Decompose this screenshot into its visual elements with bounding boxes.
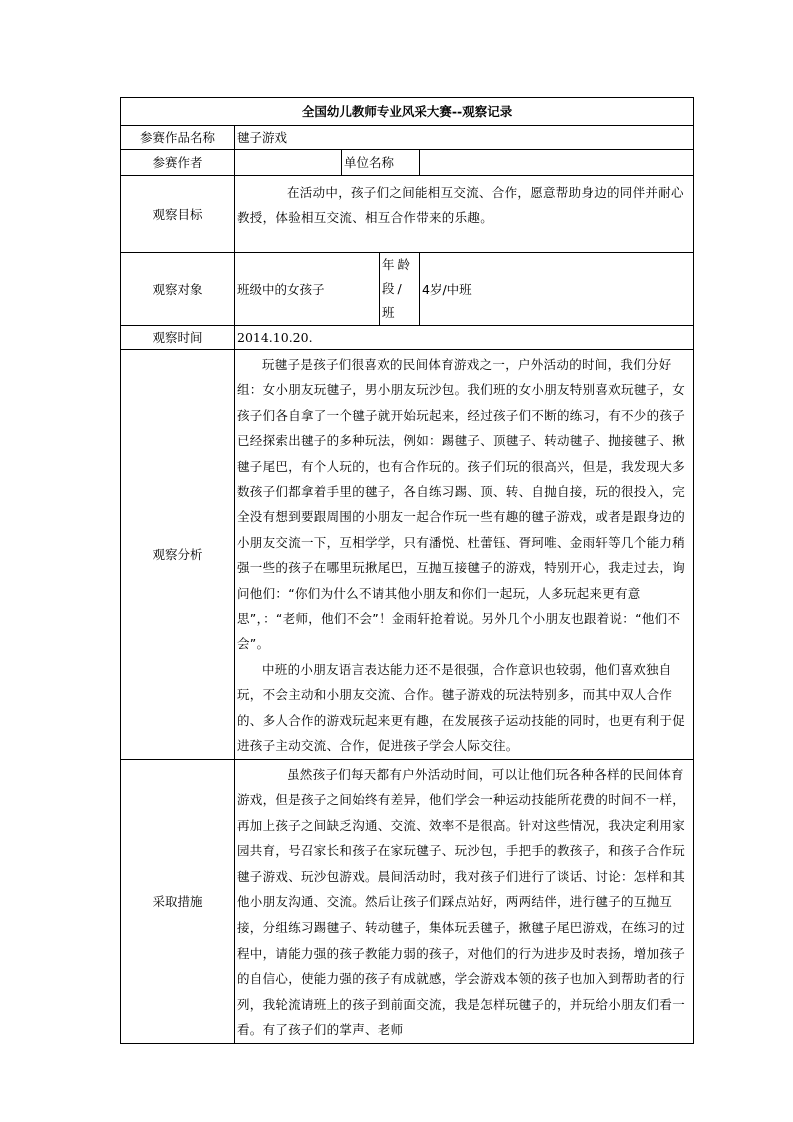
measures-label: 采取措施	[121, 759, 235, 1044]
author-value	[235, 150, 342, 176]
page-title: 全国幼儿教师专业风采大赛--观察记录	[121, 98, 694, 126]
entry-name-label: 参赛作品名称	[121, 126, 235, 150]
time-label: 观察时间	[121, 326, 235, 350]
analysis-paragraph-1: 玩毽子是孩子们很喜欢的民间体育游戏之一，户外活动的时间，我们分好组：女小朋友玩毽子，男小朋友玩沙包。我们班的女小朋友特别喜欢玩毽子，女孩子们各自拿了一个毽子就开始玩起来，经过孩子们不断的练习，有不少的孩子已经探索出毽子的多种玩法，例如：踢毽子、顶毽子、转动毽子、抛接毽子、揪毽子尾巴，有个人玩的，也有合作玩的。孩子们玩的很高兴，但是，我发现大多数孩子们都拿着手里的毽子，各自练习踢、顶、转、自抛自接，玩的很投入，完全没有想到要跟周围的小朋友一起合作玩一些有趣的毽子游戏，或者是跟身边的小朋友交流一下，互相学学，只有潘悦、杜蕾钰、胥珂唯、金雨轩等几个能力稍强一些的孩子在哪里玩揪尾巴，互抛互接毽子的游戏，特别开心，我走过去，询问他们：“你们为什么不请其他小朋友和你们一起玩，人多玩起来更有意思”，：“老师，他们不会”！金雨轩抢着说。另外几个小朋友也跟着说：“他们不会”。	[237, 357, 686, 652]
analysis-row	[121, 350, 694, 760]
unit-name-label: 单位名称	[342, 150, 420, 176]
observation-record-table	[120, 97, 694, 1044]
analysis-paragraph-2: 中班的小朋友语言表达能力还不是很强，合作意识也较弱，他们喜欢独自玩，不会主动和小朋友交流、合作。毽子游戏的玩法特别多，而其中双人合作的、多人合作的游戏玩起来更有趣，在发展孩子运动技能的同时，也更有利于促进孩子主动交流、合作，促进孩子学会人际交往。	[237, 661, 686, 754]
time-row	[121, 326, 694, 350]
analysis-label: 观察分析	[121, 350, 235, 760]
subject-value: 班级中的女孩子	[235, 253, 380, 326]
measures-paragraph-1: 虽然孩子们每天都有户外活动时间，可以让他们玩各种各样的民间体育游戏，但是孩子之间始终有差异，他们学会一种运动技能所花费的时间不一样，再加上孩子之间缺乏沟通、交流、效率不是很高。针对这些情况，我决定利用家园共育，号召家长和孩子在家玩毽子、玩沙包，手把手的教孩子，和孩子合作玩毽子游戏、玩沙包游戏。晨间活动时，我对孩子们进行了谈话、讨论：怎样和其他小朋友沟通、交流。然后让孩子们踩点站好，两两结伴，进行毽子的互抛互接，分组练习踢毽子、转动毽子，集体玩丢毽子，揪毽子尾巴游戏，在练习的过程中，请能力强的孩子教能力弱的孩子，对他们的行为进步及时表扬，增加孩子的自信心，使能力强的孩子有成就感，学会游戏本领的孩子也加入到帮助者的行列，我轮流请班上的孩子到前面交流，我是怎样玩毽子的，并玩给小朋友们看一看。有了孩子们的掌声、老师	[237, 766, 686, 1038]
analysis-cell	[235, 350, 694, 760]
title-row	[121, 98, 694, 126]
author-label: 参赛作者	[121, 150, 235, 176]
measures-cell	[235, 759, 694, 1044]
entry-name-row	[121, 126, 694, 150]
goal-row	[121, 176, 694, 253]
goal-label: 观察目标	[121, 176, 235, 253]
subject-row	[121, 253, 694, 326]
author-row	[121, 150, 694, 176]
goal-cell	[235, 176, 694, 253]
goal-text: 在活动中，孩子们之间能相互交流、合作，愿意帮助身边的同伴并耐心教授，体验相互交流、相互合作带来的乐趣。	[237, 185, 684, 225]
age-class-value: 4岁/中班	[420, 253, 694, 326]
entry-name-value: 毽子游戏	[235, 126, 694, 150]
time-value: 2014.10.20.	[235, 326, 694, 350]
age-class-label: 年龄段/班	[380, 253, 420, 326]
unit-name-value	[420, 150, 694, 176]
subject-label: 观察对象	[121, 253, 235, 326]
measures-row	[121, 759, 694, 1044]
